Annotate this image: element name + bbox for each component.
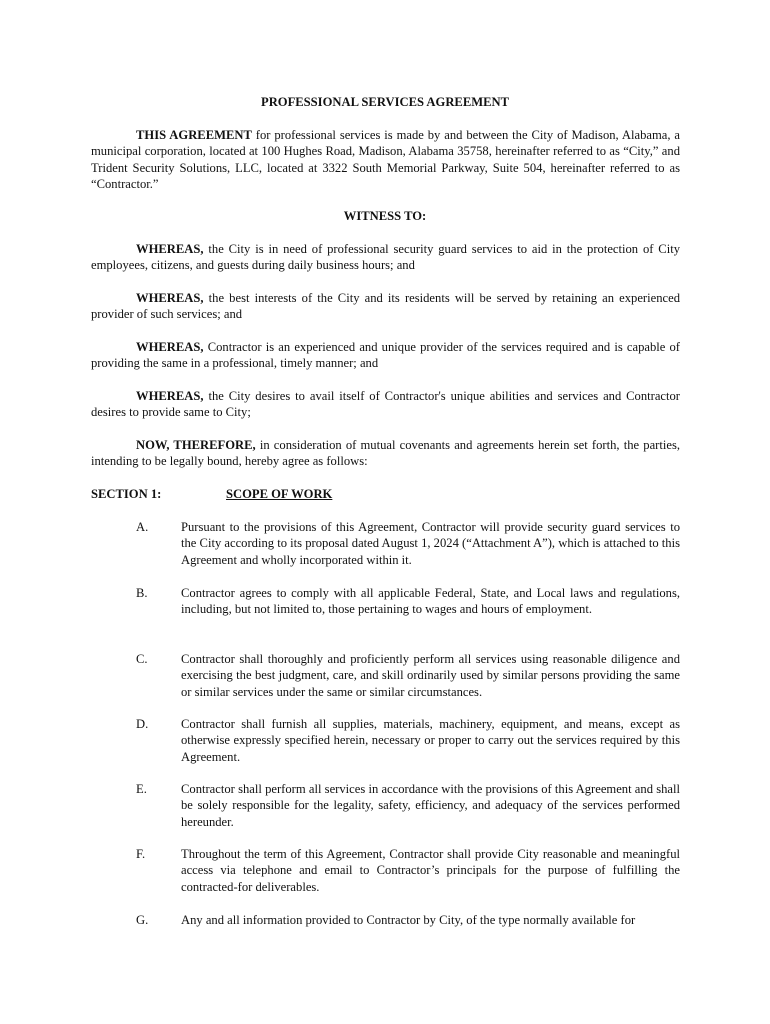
intro-text: for professional services is made by and between the City of Madison, Alabama, a municipal corporation, located at 100 Hughes Road, Madison, Alabama 35758, hereinafter referred to as “City,” and Trident Security Solutions, LLC, located at 3322 South Memorial Parkway, Suite 504, hereinafter referred to as “Contractor.”: [91, 128, 680, 192]
item-text: Contractor shall perform all services in accordance with the provisions of this Agreement and shall be solely responsible for the legality, safety, efficiency, and adequacy of the services performed hereunder.: [181, 782, 680, 829]
item-letter: C.: [136, 652, 148, 666]
item-text: Pursuant to the provisions of this Agreement, Contractor will provide security guard services to the City according to its proposal dated August 1, 2024 (“Attachment A”), which is attached to this Agreement and wholly incorporated within it.: [181, 520, 680, 567]
item-letter: A.: [136, 520, 149, 534]
recital-text: Contractor is an experienced and unique provider of the services required and is capable of providing the same in a professional, timely manner; and: [91, 340, 680, 371]
now-therefore-lead: NOW, THEREFORE,: [136, 438, 256, 452]
intro-lead: THIS AGREEMENT: [136, 128, 252, 142]
recital-paragraph: [91, 241, 680, 274]
recital-paragraph: [91, 388, 680, 421]
item-letter: E.: [136, 782, 147, 796]
recital-lead: WHEREAS,: [136, 340, 204, 354]
witness-heading: WITNESS TO:: [343, 209, 427, 223]
item-text: Any and all information provided to Contractor by City, of the type normally available for: [181, 913, 636, 927]
item-text: Contractor agrees to comply with all applicable Federal, State, and Local laws and regulations, including, but not limited to, those pertaining to wages and hours of employment.: [181, 586, 680, 617]
recital-paragraph: [91, 290, 680, 323]
item-text: Contractor shall thoroughly and proficiently perform all services using reasonable diligence and exercising the best judgment, care, and skill ordinarily used by similar persons providing the same or similar services under the same or similar circumstances.: [181, 652, 680, 699]
now-therefore-text: in consideration of mutual covenants and agreements herein set forth, the parties, intending to be legally bound, hereby agree as follows:: [91, 438, 680, 469]
recital-text: the City is in need of professional security guard services to aid in the protection of City employees, citizens, and guests during daily business hours; and: [91, 242, 680, 273]
item-text: Contractor shall furnish all supplies, materials, machinery, equipment, and means, except as otherwise expressly specified herein, necessary or proper to carry out the services required by this Agreement.: [181, 717, 680, 764]
recital-lead: WHEREAS,: [136, 291, 204, 305]
item-text: Throughout the term of this Agreement, Contractor shall provide City reasonable and meaningful access via telephone and email to Contractor’s principals for the purpose of fulfilling the contracted-for deliverables.: [181, 847, 680, 894]
item-letter: F.: [136, 847, 146, 861]
now-therefore-paragraph: [91, 437, 680, 470]
section-number: SECTION 1:: [91, 487, 162, 501]
recital-text: the City desires to avail itself of Contractor's unique abilities and services and Contractor desires to provide same to City;: [91, 389, 680, 420]
recital-text: the best interests of the City and its residents will be served by retaining an experienced provider of such services; and: [91, 291, 680, 322]
item-letter: D.: [136, 717, 149, 731]
document-title: PROFESSIONAL SERVICES AGREEMENT: [261, 95, 509, 109]
intro-paragraph: [91, 127, 680, 193]
section-title: SCOPE OF WORK: [226, 487, 333, 501]
recital-lead: WHEREAS,: [136, 389, 204, 403]
recital-lead: WHEREAS,: [136, 242, 204, 256]
recital-paragraph: [91, 339, 680, 372]
item-letter: G.: [136, 913, 149, 927]
item-letter: B.: [136, 586, 148, 600]
